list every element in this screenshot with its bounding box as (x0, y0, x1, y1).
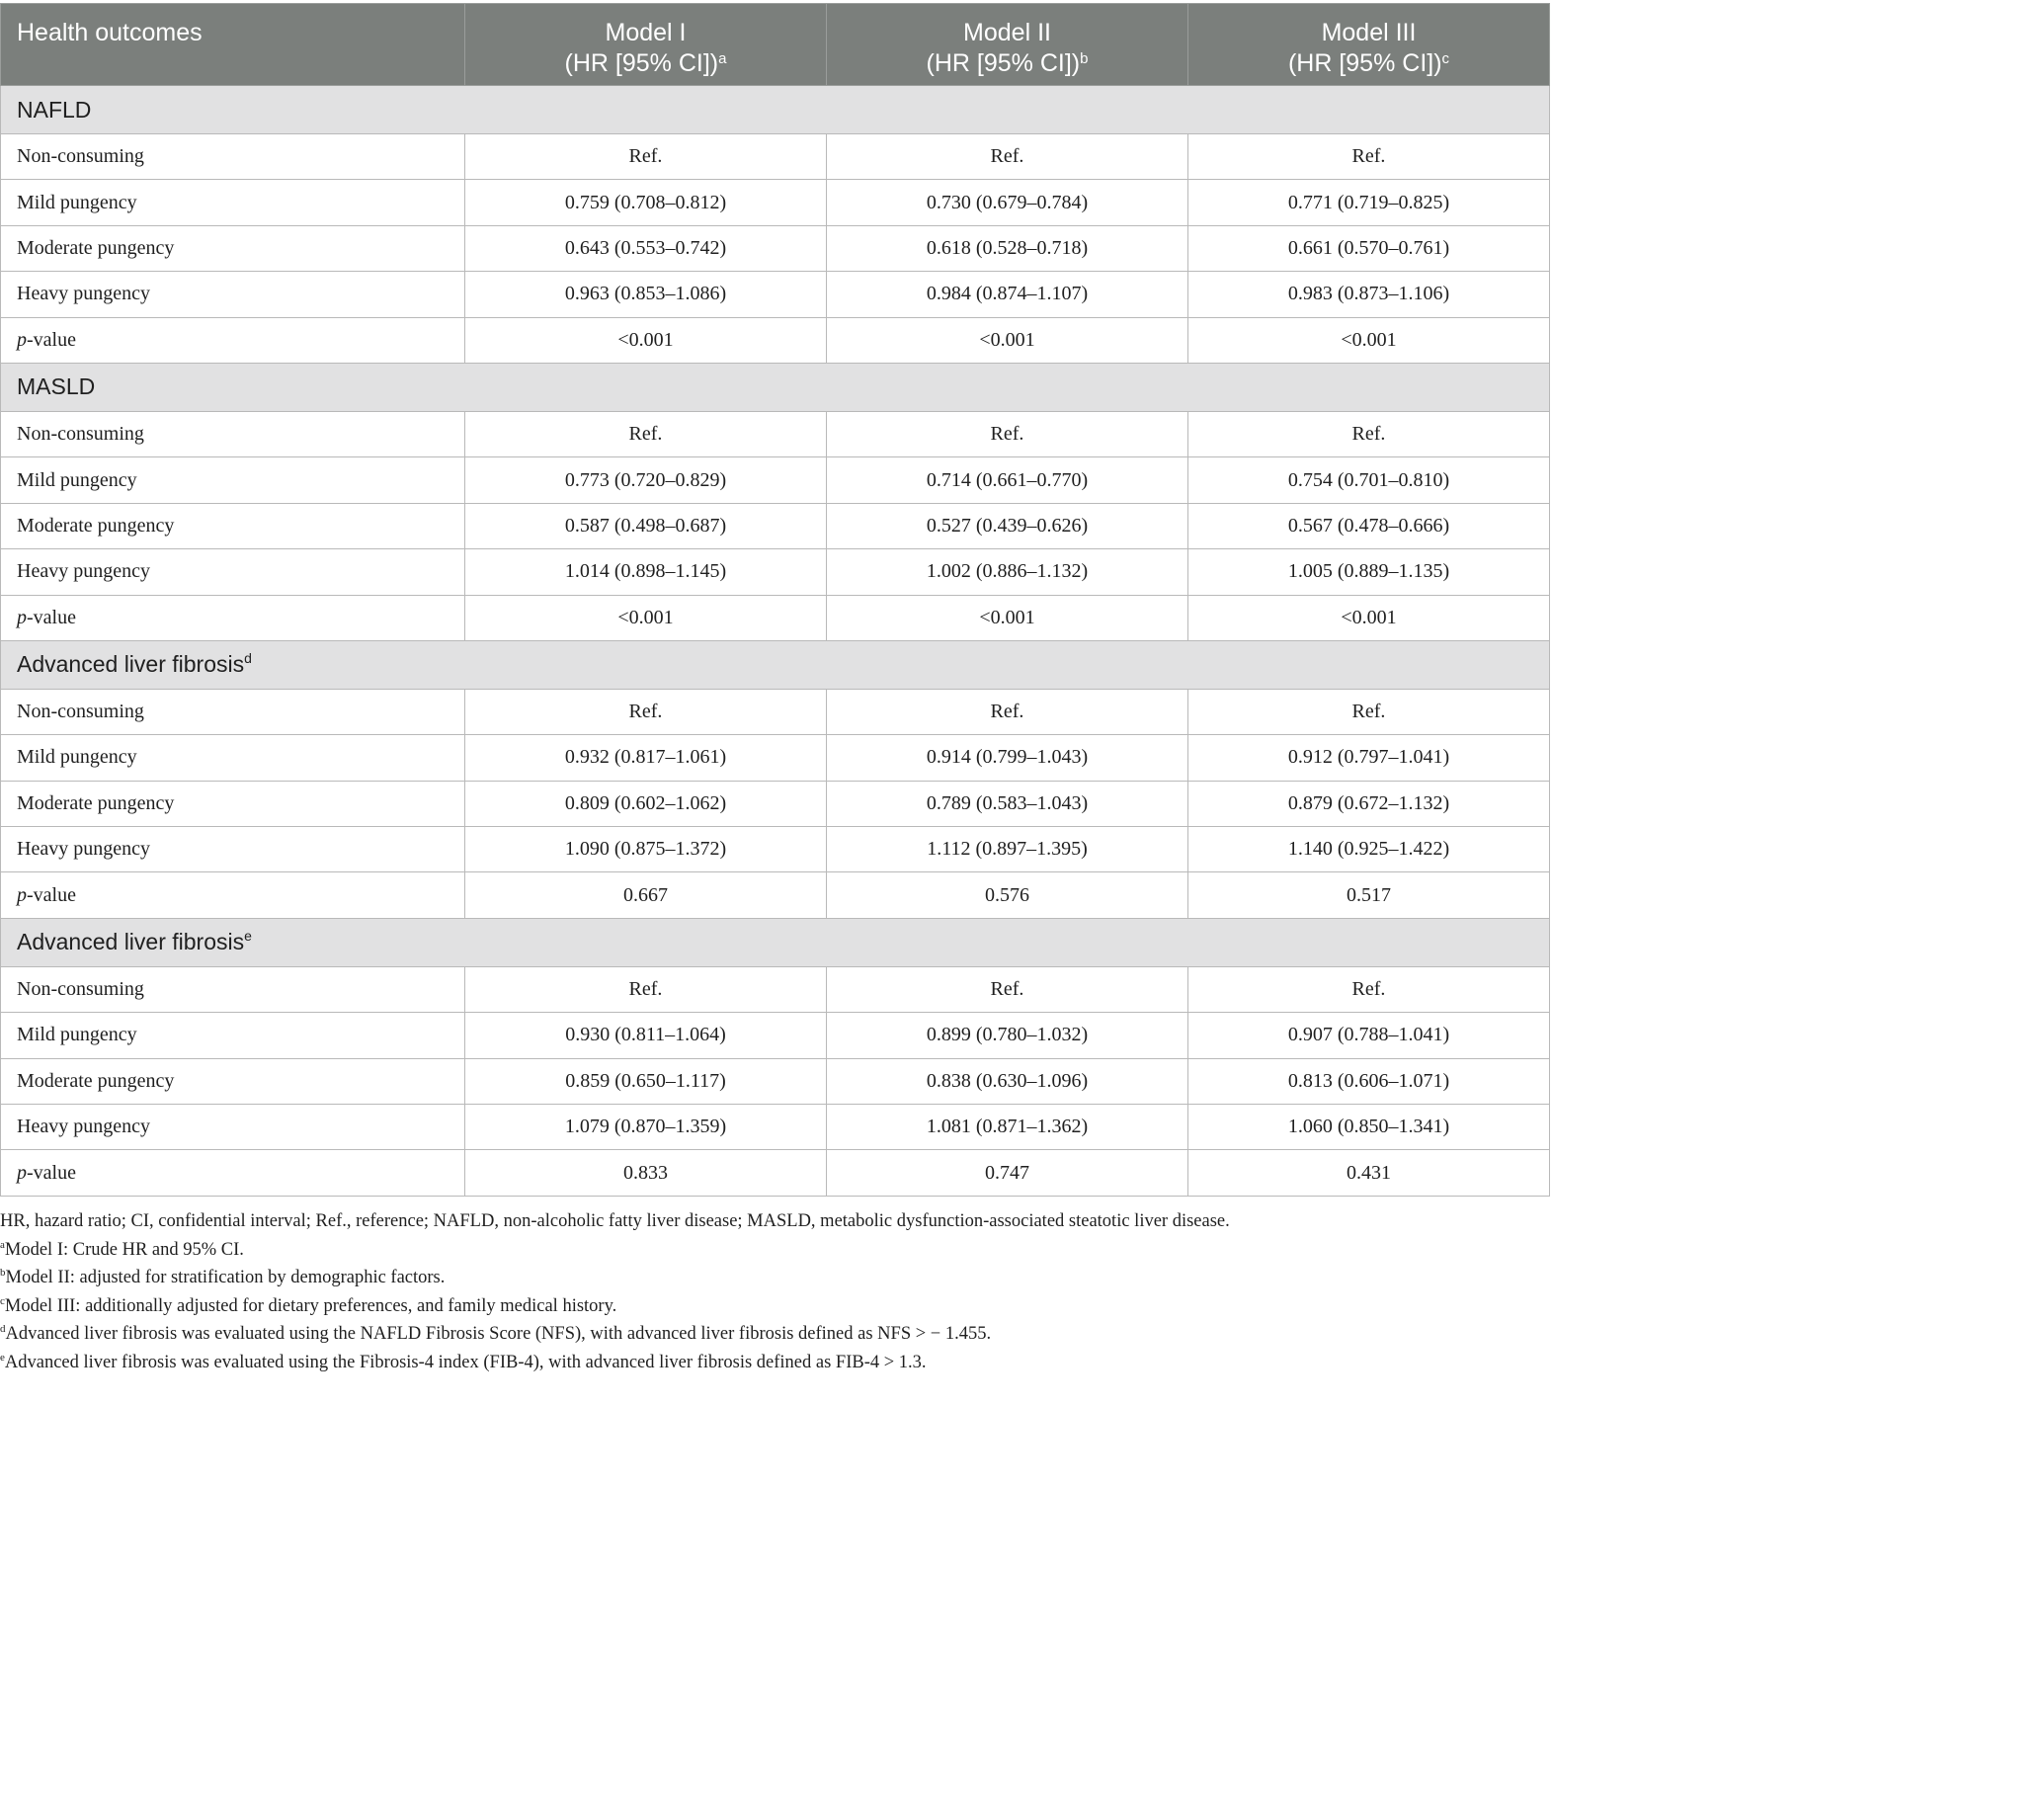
header-row (1, 4, 1550, 86)
model-3-value: 0.771 (0.719–0.825) (1188, 180, 1550, 225)
model-2-value: 1.112 (0.897–1.395) (827, 827, 1188, 872)
row-label: Non-consuming (1, 134, 465, 180)
footnote (0, 1292, 1549, 1321)
section-header (1, 86, 1550, 134)
row-label: Moderate pungency (1, 781, 465, 826)
footnote (0, 1349, 1549, 1377)
table-row (1, 411, 1550, 456)
model-1-value: 0.859 (0.650–1.117) (465, 1058, 827, 1104)
section-row (1, 640, 1550, 689)
model-2-value: 0.914 (0.799–1.043) (827, 735, 1188, 781)
footnote-mark: c (0, 1294, 5, 1307)
footnote-text: Model II: adjusted for stratification by demographic factors. (5, 1268, 446, 1287)
row-label: Moderate pungency (1, 503, 465, 548)
section-footnote-mark: e (244, 928, 252, 945)
model-1-value: 0.759 (0.708–0.812) (465, 180, 827, 225)
table-row (1, 827, 1550, 872)
model-1-value: 0.932 (0.817–1.061) (465, 735, 827, 781)
p-symbol: p (17, 606, 27, 628)
section-header (1, 640, 1550, 689)
section-title: MASLD (17, 373, 96, 400)
model-1-footnote-mark: a (718, 50, 727, 67)
table-row (1, 1058, 1550, 1104)
row-label: Mild pungency (1, 180, 465, 225)
table-row (1, 781, 1550, 826)
model-3-value: 0.912 (0.797–1.041) (1188, 735, 1550, 781)
table-row (1, 225, 1550, 271)
model-1-value: <0.001 (465, 595, 827, 640)
model-1-value: Ref. (465, 411, 827, 456)
table-row (1, 735, 1550, 781)
model-2-value: 0.714 (0.661–0.770) (827, 457, 1188, 503)
model-1-value: 0.587 (0.498–0.687) (465, 503, 827, 548)
footnote (0, 1320, 1549, 1349)
table-header (1, 4, 1550, 86)
table-row (1, 317, 1550, 363)
model-1-name: Model I (605, 19, 687, 46)
table-row (1, 689, 1550, 734)
model-1-value: 0.809 (0.602–1.062) (465, 781, 827, 826)
model-2-value: Ref. (827, 966, 1188, 1012)
model-3-value: Ref. (1188, 411, 1550, 456)
model-3-value: <0.001 (1188, 595, 1550, 640)
model-1-value: 1.090 (0.875–1.372) (465, 827, 827, 872)
model-1-stat: (HR [95% CI]) (564, 49, 719, 77)
model-1-value: Ref. (465, 689, 827, 734)
model-3-value: 0.813 (0.606–1.071) (1188, 1058, 1550, 1104)
row-label (1, 595, 465, 640)
table-row (1, 272, 1550, 317)
footnote-mark: d (0, 1323, 6, 1335)
section-header (1, 363, 1550, 411)
model-3-value: Ref. (1188, 134, 1550, 180)
row-label (1, 872, 465, 918)
p-value-suffix: -value (27, 1161, 76, 1184)
row-label: Mild pungency (1, 735, 465, 781)
model-2-value: 0.730 (0.679–0.784) (827, 180, 1188, 225)
table-row (1, 966, 1550, 1012)
section-row (1, 918, 1550, 966)
model-2-name: Model II (963, 19, 1051, 46)
model-3-name: Model III (1321, 19, 1417, 46)
section-title: Advanced liver fibrosis (17, 651, 245, 678)
footnote-mark: b (0, 1267, 6, 1279)
footnote-mark: e (0, 1351, 5, 1364)
row-label: Heavy pungency (1, 827, 465, 872)
model-3-value: 1.140 (0.925–1.422) (1188, 827, 1550, 872)
model-3-value: 0.567 (0.478–0.666) (1188, 503, 1550, 548)
model-2-value: 0.789 (0.583–1.043) (827, 781, 1188, 826)
model-3-value: 0.517 (1188, 872, 1550, 918)
table-row (1, 549, 1550, 595)
table-row (1, 1150, 1550, 1196)
table-row (1, 595, 1550, 640)
p-symbol: p (17, 328, 27, 351)
table-row (1, 180, 1550, 225)
p-value-suffix: -value (27, 328, 76, 351)
footnote-mark: a (0, 1238, 5, 1251)
model-2-value: 1.081 (0.871–1.362) (827, 1105, 1188, 1150)
header-model-1 (465, 4, 827, 86)
p-value-suffix: -value (27, 606, 76, 628)
model-1-value: 0.930 (0.811–1.064) (465, 1013, 827, 1058)
model-2-value: Ref. (827, 134, 1188, 180)
row-label: Non-consuming (1, 411, 465, 456)
model-1-value: Ref. (465, 134, 827, 180)
model-2-value: 0.747 (827, 1150, 1188, 1196)
model-2-value: 0.618 (0.528–0.718) (827, 225, 1188, 271)
table-footnotes (0, 1207, 1549, 1376)
results-table (0, 3, 1550, 1197)
footnote (0, 1236, 1549, 1265)
model-3-footnote-mark: c (1441, 50, 1450, 67)
model-1-value: 1.014 (0.898–1.145) (465, 549, 827, 595)
model-3-value: 1.060 (0.850–1.341) (1188, 1105, 1550, 1150)
model-3-value: 0.879 (0.672–1.132) (1188, 781, 1550, 826)
section-row (1, 86, 1550, 134)
model-2-footnote-mark: b (1080, 50, 1089, 67)
row-label: Non-consuming (1, 689, 465, 734)
section-footnote-mark: d (244, 650, 252, 667)
model-1-value: 0.773 (0.720–0.829) (465, 457, 827, 503)
footnote (0, 1264, 1549, 1292)
section-header (1, 918, 1550, 966)
model-3-value: 0.983 (0.873–1.106) (1188, 272, 1550, 317)
model-2-value: <0.001 (827, 595, 1188, 640)
model-2-value: Ref. (827, 689, 1188, 734)
model-2-value: 0.984 (0.874–1.107) (827, 272, 1188, 317)
row-label: Non-consuming (1, 966, 465, 1012)
row-label: Mild pungency (1, 457, 465, 503)
model-3-value: 0.754 (0.701–0.810) (1188, 457, 1550, 503)
p-value-suffix: -value (27, 883, 76, 906)
row-label: Heavy pungency (1, 272, 465, 317)
footnote-text: Advanced liver fibrosis was evaluated using the Fibrosis-4 index (FIB-4), with advanced liver fibrosis defined as FIB-4 > 1.3. (4, 1352, 927, 1372)
model-2-value: 1.002 (0.886–1.132) (827, 549, 1188, 595)
model-3-value: Ref. (1188, 966, 1550, 1012)
p-symbol: p (17, 883, 27, 906)
model-3-stat: (HR [95% CI]) (1287, 49, 1442, 77)
header-model-3 (1188, 4, 1550, 86)
p-symbol: p (17, 1161, 27, 1184)
row-label: Moderate pungency (1, 225, 465, 271)
row-label (1, 1150, 465, 1196)
model-1-value: 0.963 (0.853–1.086) (465, 272, 827, 317)
model-3-value: 1.005 (0.889–1.135) (1188, 549, 1550, 595)
model-2-value: 0.838 (0.630–1.096) (827, 1058, 1188, 1104)
model-2-value: <0.001 (827, 317, 1188, 363)
model-2-value: Ref. (827, 411, 1188, 456)
row-label: Moderate pungency (1, 1058, 465, 1104)
section-title: NAFLD (17, 96, 92, 123)
model-1-value: 0.833 (465, 1150, 827, 1196)
table-row (1, 1013, 1550, 1058)
footnote-text: HR, hazard ratio; CI, confidential interval; Ref., reference; NAFLD, non-alcoholic fatty liver disease; MASLD, metabolic dysfunction-associated steatotic liver disease. (0, 1211, 1230, 1231)
model-1-value: 0.643 (0.553–0.742) (465, 225, 827, 271)
model-2-stat: (HR [95% CI]) (926, 49, 1081, 77)
row-label: Heavy pungency (1, 1105, 465, 1150)
model-3-value: Ref. (1188, 689, 1550, 734)
model-1-value: 0.667 (465, 872, 827, 918)
model-2-value: 0.527 (0.439–0.626) (827, 503, 1188, 548)
model-3-value: 0.661 (0.570–0.761) (1188, 225, 1550, 271)
model-2-value: 0.899 (0.780–1.032) (827, 1013, 1188, 1058)
table-row (1, 457, 1550, 503)
row-label (1, 317, 465, 363)
model-1-value: <0.001 (465, 317, 827, 363)
table-row (1, 503, 1550, 548)
header-model-2 (827, 4, 1188, 86)
table-row (1, 1105, 1550, 1150)
header-health-outcomes: Health outcomes (1, 4, 465, 86)
model-1-value: Ref. (465, 966, 827, 1012)
model-3-value: 0.907 (0.788–1.041) (1188, 1013, 1550, 1058)
table-row (1, 134, 1550, 180)
model-3-value: 0.431 (1188, 1150, 1550, 1196)
section-row (1, 363, 1550, 411)
row-label: Mild pungency (1, 1013, 465, 1058)
model-3-value: <0.001 (1188, 317, 1550, 363)
footnote-text: Model III: additionally adjusted for dietary preferences, and family medical history. (4, 1295, 617, 1316)
table-body (1, 86, 1550, 1197)
row-label: Heavy pungency (1, 549, 465, 595)
model-1-value: 1.079 (0.870–1.359) (465, 1105, 827, 1150)
footnote-text: Model I: Crude HR and 95% CI. (4, 1239, 244, 1260)
section-title: Advanced liver fibrosis (17, 929, 245, 955)
footnote-text: Advanced liver fibrosis was evaluated using the NAFLD Fibrosis Score (NFS), with advanced liver fibrosis defined as NFS > − 1.455. (5, 1324, 992, 1344)
model-2-value: 0.576 (827, 872, 1188, 918)
footnote (0, 1207, 1549, 1236)
table-row (1, 872, 1550, 918)
